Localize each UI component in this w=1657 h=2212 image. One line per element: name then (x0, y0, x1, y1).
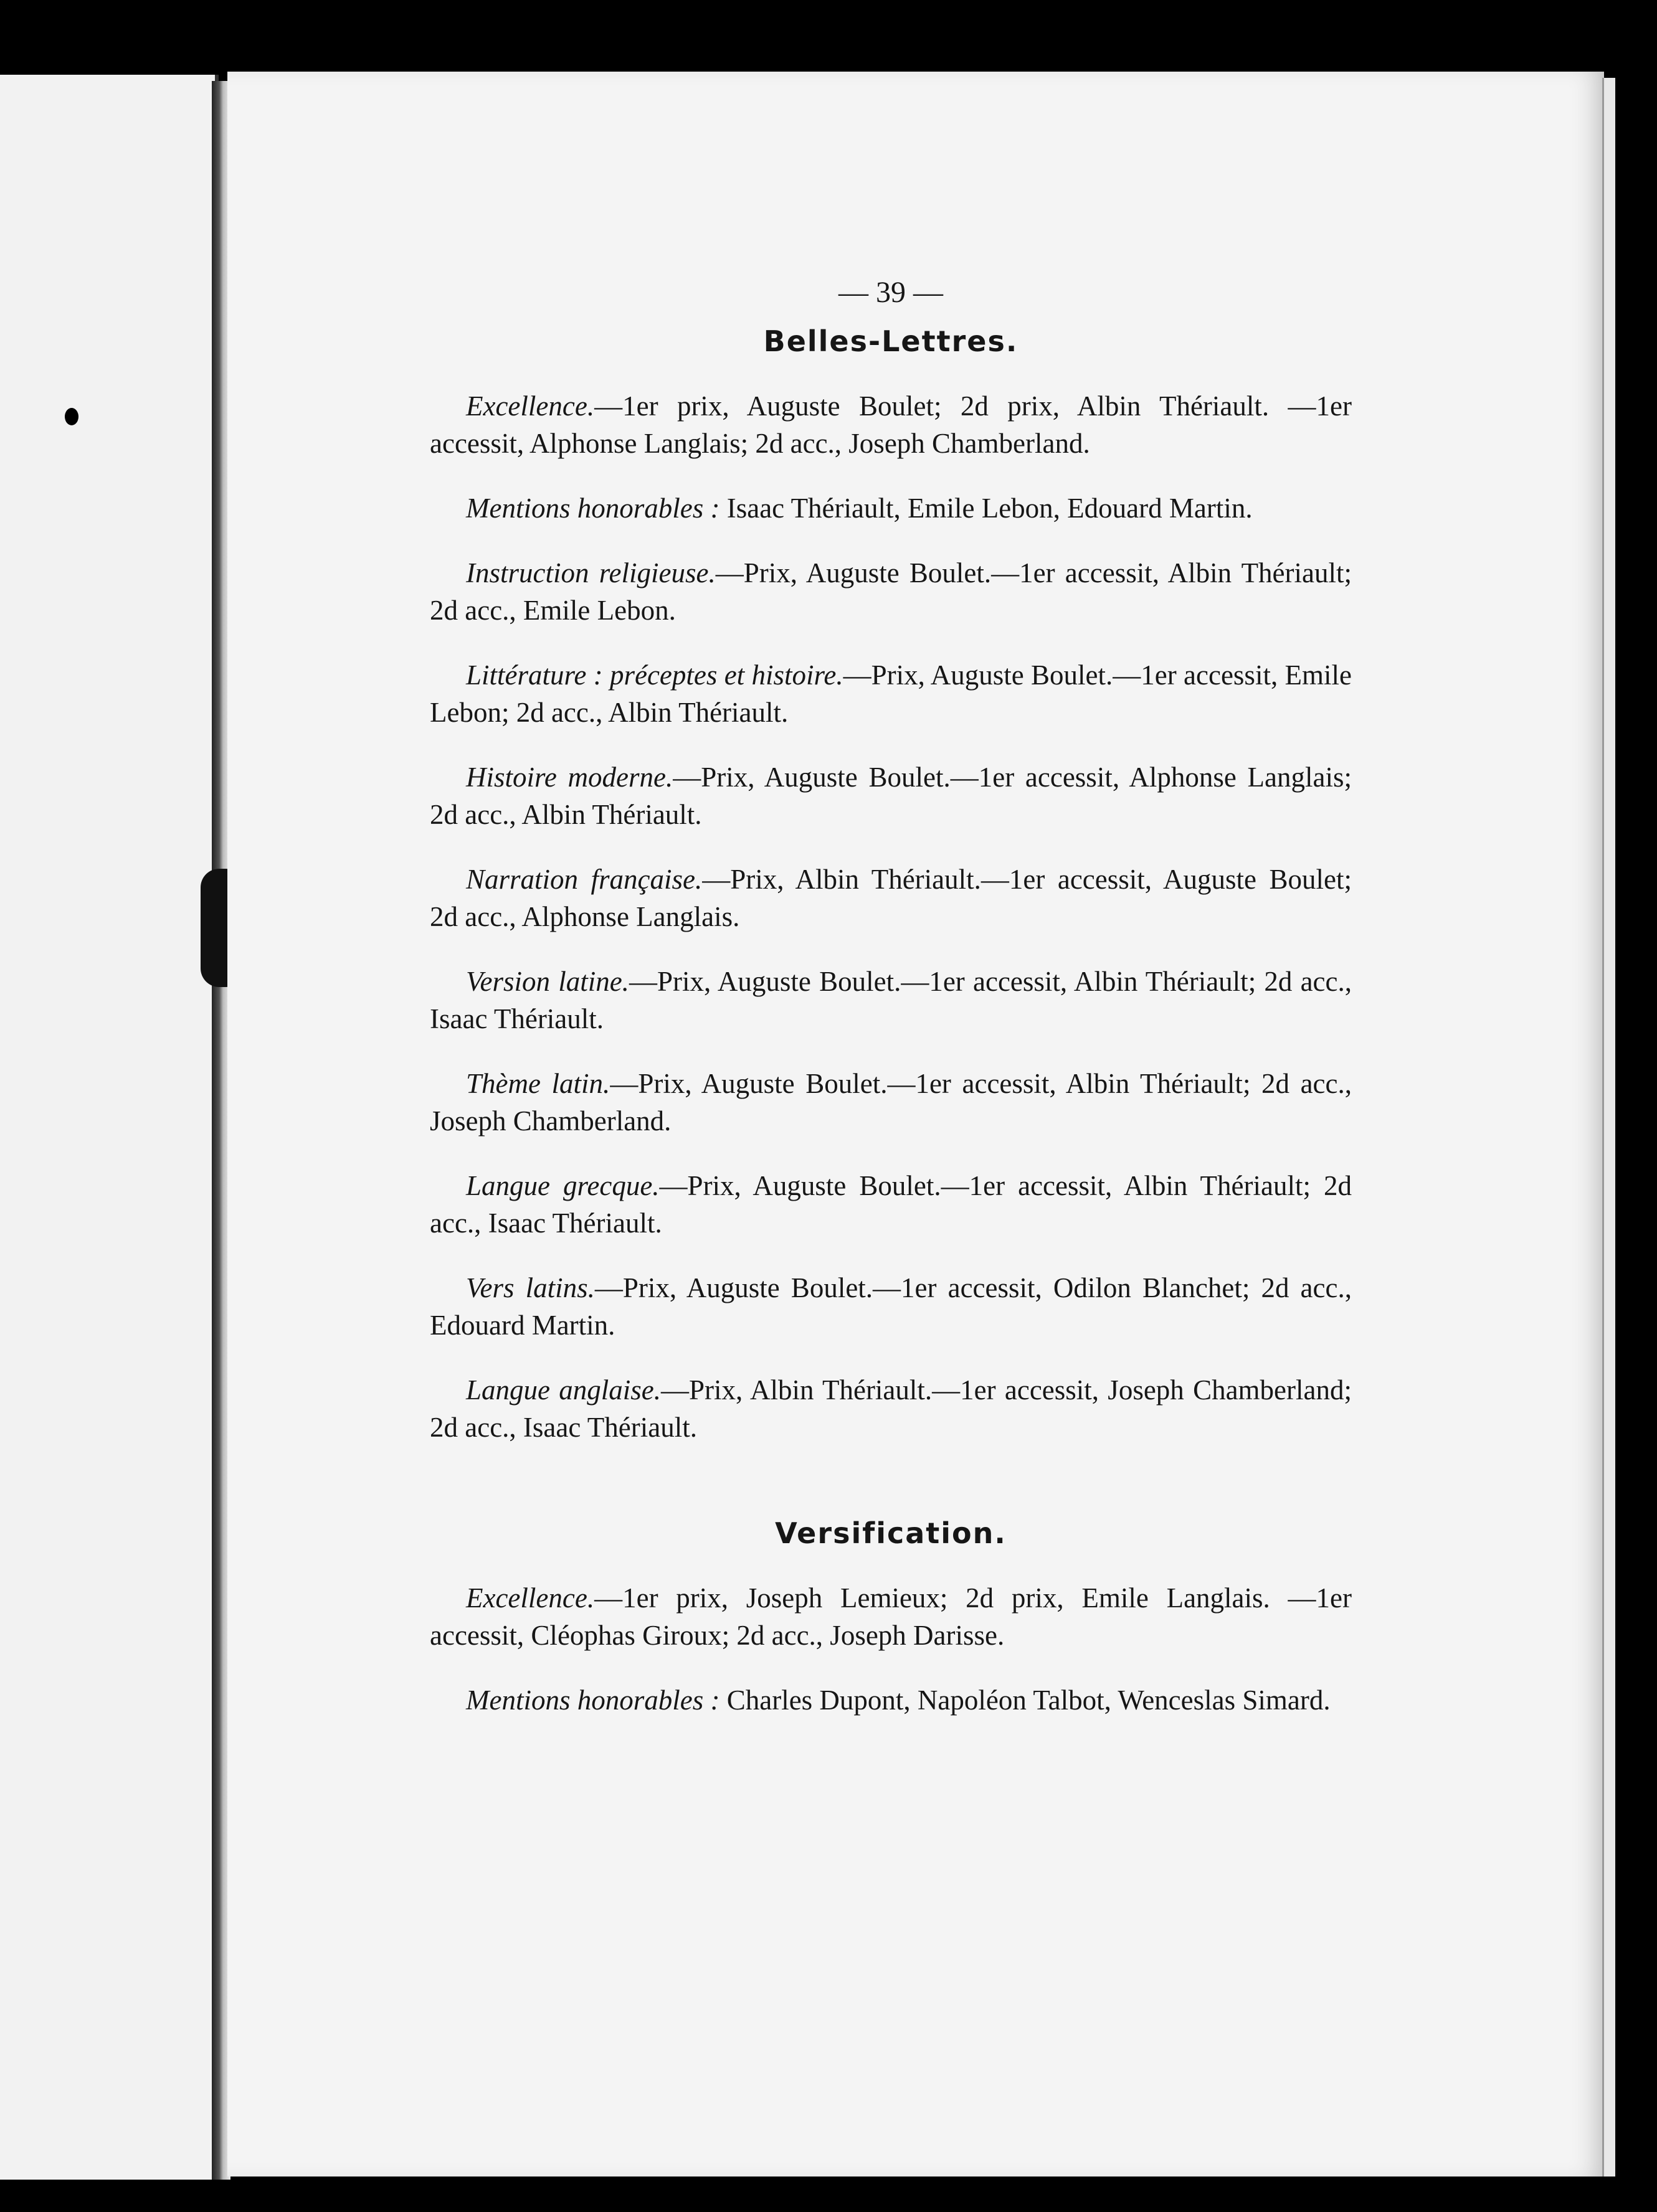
entry (430, 1681, 1352, 1719)
entry (430, 554, 1352, 629)
left-page (0, 75, 219, 2180)
entry-head: Instruction religieuse. (466, 557, 716, 588)
entry-head: Langue anglaise. (466, 1374, 661, 1406)
entry-text: —Prix, Auguste Boulet.—1er accessit, Odilon Blanchet; 2d acc., Edouard Martin. (430, 1272, 1352, 1341)
entry-text: Isaac Thériault, Emile Lebon, Edouard Martin. (719, 493, 1253, 524)
entry-text: —1er prix, Joseph Lemieux; 2d prix, Emile Langlais. —1er accessit, Cléophas Giroux; 2d acc., Joseph Darisse. (430, 1582, 1352, 1651)
entry-head: Littérature : préceptes et histoire. (466, 659, 843, 691)
entry (430, 1065, 1352, 1140)
entry-head: Excellence. (466, 1582, 595, 1614)
page-number: — 39 — (838, 276, 943, 309)
entry-text: —Prix, Auguste Boulet.—1er accessit, Alphonse Langlais; 2d acc., Albin Thériault. (430, 762, 1352, 830)
entry (430, 1579, 1352, 1654)
entry-text: —Prix, Auguste Boulet.—1er accessit, Albin Thériault; 2d acc., Emile Lebon. (430, 557, 1352, 626)
entry-head: Excellence. (466, 390, 595, 422)
entry (430, 387, 1352, 462)
entry-head: Histoire moderne. (466, 762, 673, 793)
entry-text: —Prix, Auguste Boulet.—1er accessit, Albin Thériault; 2d acc., Isaac Thériault. (430, 1170, 1352, 1239)
entry-text: —Prix, Auguste Boulet.—1er accessit, Albin Thériault; 2d acc., Isaac Thériault. (430, 966, 1352, 1034)
entry (430, 1167, 1352, 1242)
entry (430, 1269, 1352, 1344)
entry-head: Thème latin. (466, 1068, 610, 1099)
entry-head: Vers latins. (466, 1272, 595, 1303)
entry-head: Narration française. (466, 864, 703, 895)
entry (430, 963, 1352, 1037)
entry-text: —Prix, Albin Thériault.—1er accessit, Joseph Chamberland; 2d acc., Isaac Thériault. (430, 1374, 1352, 1443)
entry (430, 656, 1352, 731)
entry-text: —Prix, Albin Thériault.—1er accessit, Auguste Boulet; 2d acc., Alphonse Langlais. (430, 864, 1352, 932)
entry-text: —Prix, Auguste Boulet.—1er accessit, Albin Thériault; 2d acc., Joseph Chamberland. (430, 1068, 1352, 1137)
entry (430, 861, 1352, 935)
entry-head: Mentions honorables : (466, 1685, 720, 1716)
entry-text: —Prix, Auguste Boulet.—1er accessit, Emile Lebon; 2d acc., Albin Thériault. (430, 659, 1352, 728)
page-text (430, 274, 1352, 1746)
entry (430, 759, 1352, 833)
entry (430, 489, 1352, 527)
entry (430, 1371, 1352, 1446)
entry-text: —1er prix, Auguste Boulet; 2d prix, Albin Thériault. —1er accessit, Alphonse Langlais; 2d acc., Joseph Chamberland. (430, 390, 1352, 459)
entry-text: Charles Dupont, Napoléon Talbot, Wenceslas Simard. (719, 1685, 1331, 1716)
ink-dot (65, 408, 78, 425)
entry-head: Version latine. (466, 966, 629, 997)
entry-head: Mentions honorables : (466, 493, 720, 524)
entry-head: Langue grecque. (466, 1170, 660, 1201)
section-heading-versification: Versification. (775, 1516, 1007, 1550)
section-heading-belles-lettres: Belles-Lettres. (763, 324, 1018, 358)
